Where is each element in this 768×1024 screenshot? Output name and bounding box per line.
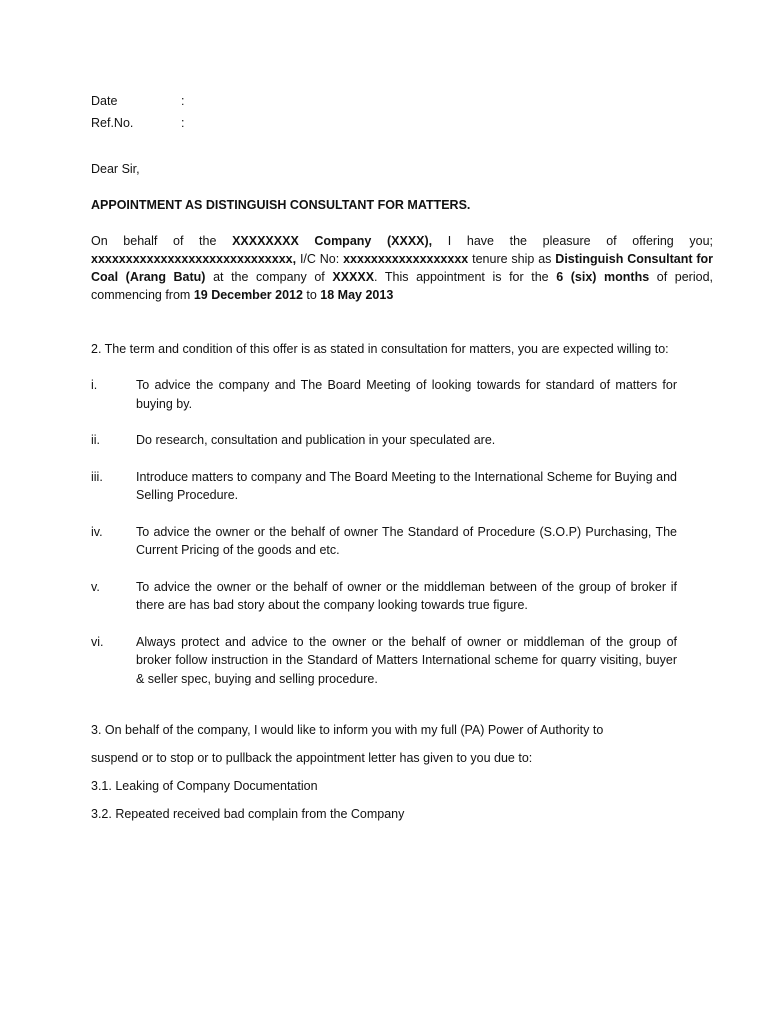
- list-item-number: i.: [91, 378, 98, 392]
- company-name-short: XXXXX: [332, 270, 375, 284]
- intro-paragraph: [91, 232, 713, 304]
- section-3-sub-2: 3.2. Repeated received bad complain from the Company: [91, 807, 405, 821]
- intro-text-7: of period, commencing from: [91, 270, 714, 302]
- recipient-name: xxxxxxxxxxxxxxxxxxxxxxxxxxxxx,: [91, 252, 297, 266]
- list-item: [91, 523, 713, 560]
- subject-heading: APPOINTMENT AS DISTINGUISH CONSULTANT FOR MATTERS.: [91, 198, 471, 212]
- role-title: Distinguish Consultant for Coal (Arang Batu): [91, 252, 714, 284]
- section-3-line-2: suspend or to stop or to pullback the appointment letter has given to you due to:: [91, 751, 533, 765]
- list-item: [91, 578, 713, 615]
- greeting: Dear Sir,: [91, 162, 140, 176]
- intro-text-1: On behalf of the: [91, 234, 233, 248]
- list-item-text: Introduce matters to company and The Board Meeting to the International Scheme for Buying and Selling Procedure.: [136, 469, 677, 502]
- list-item-number: vi.: [91, 634, 104, 649]
- intro-text-8: to: [302, 288, 321, 302]
- section-2-text: 2. The term and condition of this offer is as stated in consultation for matters, you are expected willing to:: [91, 342, 669, 356]
- list-item-number: iv.: [91, 524, 103, 539]
- ic-number: xxxxxxxxxxxxxxxxxx: [343, 252, 469, 266]
- section-3-line-1: 3. On behalf of the company, I would like to inform you with my full (PA) Power of Authority to: [91, 723, 604, 737]
- intro-text-5: at the company of: [205, 270, 333, 284]
- list-item-text: To advice the owner or the behalf of owner or the middleman between of the group of broker if there are has bad story about the company looking towards true figure.: [136, 579, 677, 612]
- section-3-sub-1: 3.1. Leaking of Company Documentation: [91, 779, 318, 793]
- ref-colon: :: [181, 116, 185, 130]
- intro-text-4: tenure ship as: [468, 252, 556, 266]
- ref-label: Ref.No.: [91, 116, 134, 130]
- list-item: [91, 431, 713, 450]
- list-item-number: iii.: [91, 469, 103, 484]
- ref-row: [91, 112, 713, 134]
- end-date: 18 May 2013: [320, 288, 394, 302]
- list-item: [91, 633, 713, 689]
- list-item-text: To advice the company and The Board Meeting of looking towards for standard of matters for buying by.: [136, 378, 677, 411]
- list-item: [91, 468, 713, 505]
- start-date: 19 December 2012: [193, 288, 303, 302]
- list-item-text: Do research, consultation and publication in your speculated are.: [136, 433, 496, 447]
- intro-text-3: I/C No:: [296, 252, 344, 266]
- date-label: Date: [91, 94, 118, 108]
- intro-text-6: . This appointment is for the: [374, 270, 557, 284]
- company-name: XXXXXXXX Company (XXXX),: [232, 234, 433, 248]
- list-item-number: v.: [91, 579, 100, 594]
- list-item: [91, 376, 713, 413]
- list-item-text: Always protect and advice to the owner or the behalf of owner or middleman of the group of broker follow instruction in the Standard of Matters International scheme for quarry visiting, buyer & seller spec, buying and selling procedure.: [136, 634, 677, 686]
- appointment-period: 6 (six) months: [556, 270, 650, 284]
- section-3: [91, 716, 713, 828]
- duties-list: [91, 376, 713, 688]
- date-colon: :: [181, 94, 185, 108]
- intro-text-2: I have the pleasure of offering you;: [432, 234, 714, 248]
- list-item-text: To advice the owner or the behalf of owner The Standard of Procedure (S.O.P) Purchasing, The Current Pricing of the goods and etc.: [136, 524, 677, 557]
- date-row: [91, 90, 713, 112]
- list-item-number: ii.: [91, 433, 101, 447]
- letter-page: [91, 90, 713, 828]
